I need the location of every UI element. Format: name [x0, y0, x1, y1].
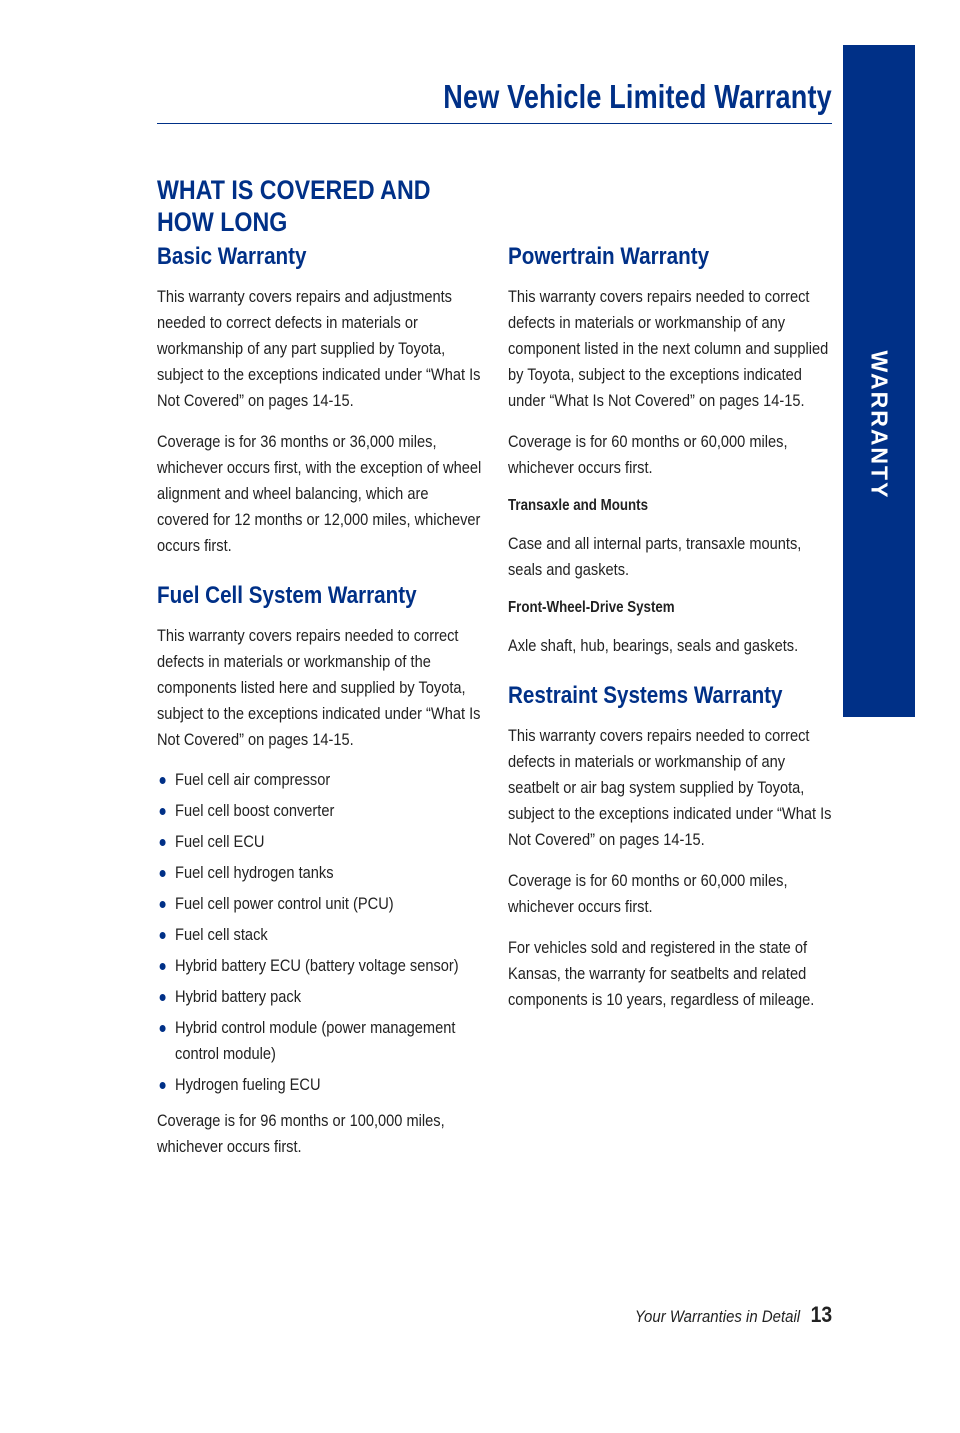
list-item: Fuel cell ECU [157, 829, 482, 855]
powertrain-warranty-coverage: Coverage is for 60 months or 60,000 miles, whichever occurs first. [508, 432, 788, 477]
bullet-icon [160, 839, 166, 846]
footer-text: Your Warranties in Detail [634, 1307, 800, 1326]
front-wheel-drive-heading: Front-Wheel-Drive System [508, 599, 675, 616]
fuel-cell-warranty-intro: This warranty covers repairs needed to correct defects in materials or workmanship of the components listed here and supplied by Toyota, subject to the exceptions indicated under “What Is Not Covered” on pages 14-15. [157, 626, 481, 749]
bullet-icon [160, 1025, 166, 1032]
bullet-icon [160, 870, 166, 877]
list-item: Hybrid battery ECU (battery voltage sensor) [157, 953, 482, 979]
list-item: Fuel cell power control unit (PCU) [157, 891, 482, 917]
transaxle-text: Case and all internal parts, transaxle mounts, seals and gaskets. [508, 534, 802, 579]
powertrain-warranty-intro: This warranty covers repairs needed to correct defects in materials or workmanship of any component listed in the next column and supplied by Toyota, subject to the exceptions indicated under “What Is Not Covered” on pages 14-15. [508, 287, 829, 410]
restraint-warranty-coverage: Coverage is for 60 months or 60,000 miles, whichever occurs first. [508, 871, 788, 916]
restraint-warranty-kansas-note: For vehicles sold and registered in the state of Kansas, the warranty for seatbelts and related components is 10 years, regardless of mileage. [508, 938, 815, 1009]
bullet-icon [160, 777, 166, 784]
list-item: Fuel cell air compressor [157, 767, 482, 793]
transaxle-heading: Transaxle and Mounts [508, 497, 649, 514]
restraint-warranty-intro: This warranty covers repairs needed to correct defects in materials or workmanship of any seatbelt or air bag system supplied by Toyota, subject to the exceptions indicated under “What Is Not Covered” on pages 14-15. [508, 726, 832, 849]
fuel-cell-warranty-heading: Fuel Cell System Warranty [157, 582, 417, 609]
page-footer [608, 1302, 832, 1328]
header-divider [157, 123, 832, 124]
front-wheel-drive-text: Axle shaft, hub, bearings, seals and gaskets. [508, 636, 799, 655]
left-column [157, 242, 482, 1160]
page-number: 13 [810, 1302, 832, 1327]
section-title: WHAT IS COVERED AND HOW LONG [157, 175, 431, 237]
bullet-icon [160, 901, 166, 908]
basic-warranty-coverage: Coverage is for 36 months or 36,000 miles, whichever occurs first, with the exception of wheel alignment and wheel balancing, which are covered for 12 months or 12,000 miles, whichever occurs first. [157, 432, 482, 555]
basic-warranty-paragraph: This warranty covers repairs and adjustments needed to correct defects in materials or workmanship of any part supplied by Toyota, subject to the exceptions indicated under “What Is Not Covered” on pages 14-15. [157, 287, 481, 410]
bullet-icon [160, 808, 166, 815]
list-item: Fuel cell stack [157, 922, 482, 948]
list-item: Hybrid battery pack [157, 984, 482, 1010]
list-item: Fuel cell boost converter [157, 798, 482, 824]
right-column [508, 242, 833, 1013]
list-item: Hybrid control module (power management control module) [157, 1015, 482, 1067]
bullet-icon [160, 994, 166, 1001]
bullet-icon [160, 1082, 166, 1089]
basic-warranty-heading: Basic Warranty [157, 243, 307, 270]
list-item: Hydrogen fueling ECU [157, 1072, 482, 1098]
restraint-warranty-heading: Restraint Systems Warranty [508, 682, 783, 709]
list-item: Fuel cell hydrogen tanks [157, 860, 482, 886]
side-tab [843, 45, 915, 717]
side-tab-label: WARRANTY [866, 350, 893, 500]
page-header-title: New Vehicle Limited Warranty [443, 78, 832, 115]
powertrain-warranty-heading: Powertrain Warranty [508, 243, 710, 270]
fuel-cell-component-list [157, 767, 482, 1098]
bullet-icon [160, 963, 166, 970]
fuel-cell-warranty-coverage: Coverage is for 96 months or 100,000 miles, whichever occurs first. [157, 1111, 445, 1156]
bullet-icon [160, 932, 166, 939]
